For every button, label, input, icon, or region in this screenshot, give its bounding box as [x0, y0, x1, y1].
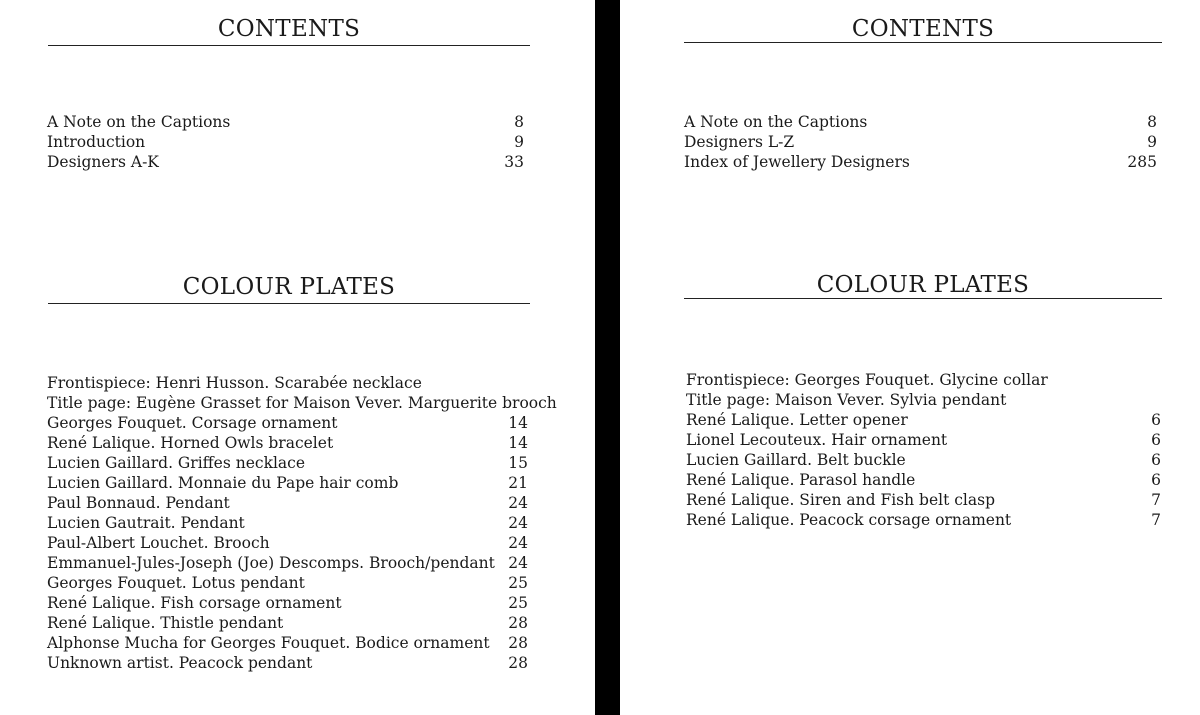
contents-heading: CONTENTS [217, 16, 361, 42]
entry-page-number: 9 [514, 133, 524, 151]
entry-title: René Lalique. Horned Owls bracelet [47, 434, 334, 452]
entry-page-number: 24 [508, 514, 528, 532]
toc-entry [47, 573, 528, 593]
entry-title: Paul Bonnaud. Pendant [47, 494, 230, 512]
entry-page-number: 7 [1151, 491, 1161, 509]
toc-entry [684, 132, 1157, 152]
toc-entry [686, 510, 1161, 530]
toc-entry [686, 390, 1161, 410]
entry-page-number: 6 [1151, 451, 1161, 469]
entry-page-number: 8 [1147, 113, 1157, 131]
entry-title: René Lalique. Peacock corsage ornament [686, 511, 1012, 529]
entry-title: Frontispiece: Georges Fouquet. Glycine collar [686, 371, 1048, 389]
entry-title: Lucien Gaillard. Griffes necklace [47, 454, 306, 472]
entry-page-number: 24 [508, 494, 528, 512]
contents-list [47, 112, 524, 172]
entry-page-number: 7 [1151, 511, 1161, 529]
entry-title: A Note on the Captions [47, 113, 231, 131]
entry-title: Index of Jewellery Designers [684, 153, 910, 171]
toc-entry [47, 473, 528, 493]
entry-page-number: 14 [508, 414, 528, 432]
entry-title: Lucien Gaillard. Monnaie du Pape hair comb [47, 474, 399, 492]
plates-heading: COLOUR PLATES [182, 274, 396, 300]
contents-heading: CONTENTS [851, 16, 995, 42]
entry-title: Georges Fouquet. Corsage ornament [47, 414, 338, 432]
entry-page-number: 8 [514, 113, 524, 131]
contents-rule [684, 42, 1162, 43]
entry-title: Introduction [47, 133, 146, 151]
toc-entry [47, 593, 528, 613]
entry-title: Lucien Gautrait. Pendant [47, 514, 245, 532]
contents-list [684, 112, 1157, 172]
book-gutter [595, 0, 620, 715]
toc-entry [684, 152, 1157, 172]
entry-page-number: 24 [508, 554, 528, 572]
entry-title: Title page: Eugène Grasset for Maison Vever. Marguerite brooch [47, 394, 557, 412]
toc-entry [684, 112, 1157, 132]
toc-entry [47, 112, 524, 132]
entry-page-number: 285 [1127, 153, 1157, 171]
toc-entry [686, 490, 1161, 510]
entry-page-number: 14 [508, 434, 528, 452]
entry-title: Georges Fouquet. Lotus pendant [47, 574, 305, 592]
entry-title: Paul-Albert Louchet. Brooch [47, 534, 270, 552]
entry-title: René Lalique. Thistle pendant [47, 614, 284, 632]
entry-page-number: 21 [508, 474, 528, 492]
toc-entry [686, 370, 1161, 390]
toc-entry [47, 553, 528, 573]
entry-page-number: 9 [1147, 133, 1157, 151]
entry-title: Title page: Maison Vever. Sylvia pendant [686, 391, 1007, 409]
toc-entry [686, 450, 1161, 470]
entry-page-number: 6 [1151, 471, 1161, 489]
toc-entry [686, 410, 1161, 430]
plates-rule [684, 298, 1162, 299]
right-page [620, 0, 1200, 715]
entry-page-number: 24 [508, 534, 528, 552]
toc-entry [47, 633, 528, 653]
toc-entry [47, 613, 528, 633]
entry-title: Lionel Lecouteux. Hair ornament [686, 431, 948, 449]
toc-entry [47, 453, 528, 473]
entry-title: A Note on the Captions [684, 113, 868, 131]
toc-entry [47, 513, 528, 533]
entry-page-number: 15 [508, 454, 528, 472]
entry-title: René Lalique. Siren and Fish belt clasp [686, 491, 995, 509]
toc-entry [47, 413, 528, 433]
toc-entry [686, 470, 1161, 490]
plates-heading: COLOUR PLATES [816, 272, 1030, 298]
toc-entry [47, 493, 528, 513]
entry-title: Unknown artist. Peacock pendant [47, 654, 313, 672]
entry-page-number: 6 [1151, 411, 1161, 429]
toc-entry [686, 430, 1161, 450]
toc-entry [47, 433, 528, 453]
toc-entry [47, 152, 524, 172]
entry-page-number: 28 [508, 634, 528, 652]
entry-page-number: 25 [508, 574, 528, 592]
entry-title: Lucien Gaillard. Belt buckle [686, 451, 906, 469]
toc-entry [47, 653, 528, 673]
entry-page-number: 28 [508, 654, 528, 672]
entry-title: Designers L-Z [684, 133, 795, 151]
entry-title: René Lalique. Letter opener [686, 411, 908, 429]
entry-page-number: 25 [508, 594, 528, 612]
plates-rule [48, 303, 530, 304]
plates-list [47, 373, 557, 673]
entry-page-number: 28 [508, 614, 528, 632]
entry-title: Emmanuel-Jules-Joseph (Joe) Descomps. Brooch/pendant [47, 554, 495, 572]
left-page [0, 0, 595, 715]
entry-title: Alphonse Mucha for Georges Fouquet. Bodice ornament [47, 634, 490, 652]
plates-list [686, 370, 1161, 530]
entry-page-number: 33 [504, 153, 524, 171]
entry-title: Designers A-K [47, 153, 159, 171]
entry-title: René Lalique. Parasol handle [686, 471, 916, 489]
entry-title: Frontispiece: Henri Husson. Scarabée necklace [47, 374, 422, 392]
toc-entry [47, 132, 524, 152]
toc-entry [47, 373, 528, 393]
toc-entry [47, 533, 528, 553]
entry-page-number: 6 [1151, 431, 1161, 449]
toc-entry [47, 393, 557, 413]
contents-rule [48, 45, 530, 46]
entry-title: René Lalique. Fish corsage ornament [47, 594, 342, 612]
